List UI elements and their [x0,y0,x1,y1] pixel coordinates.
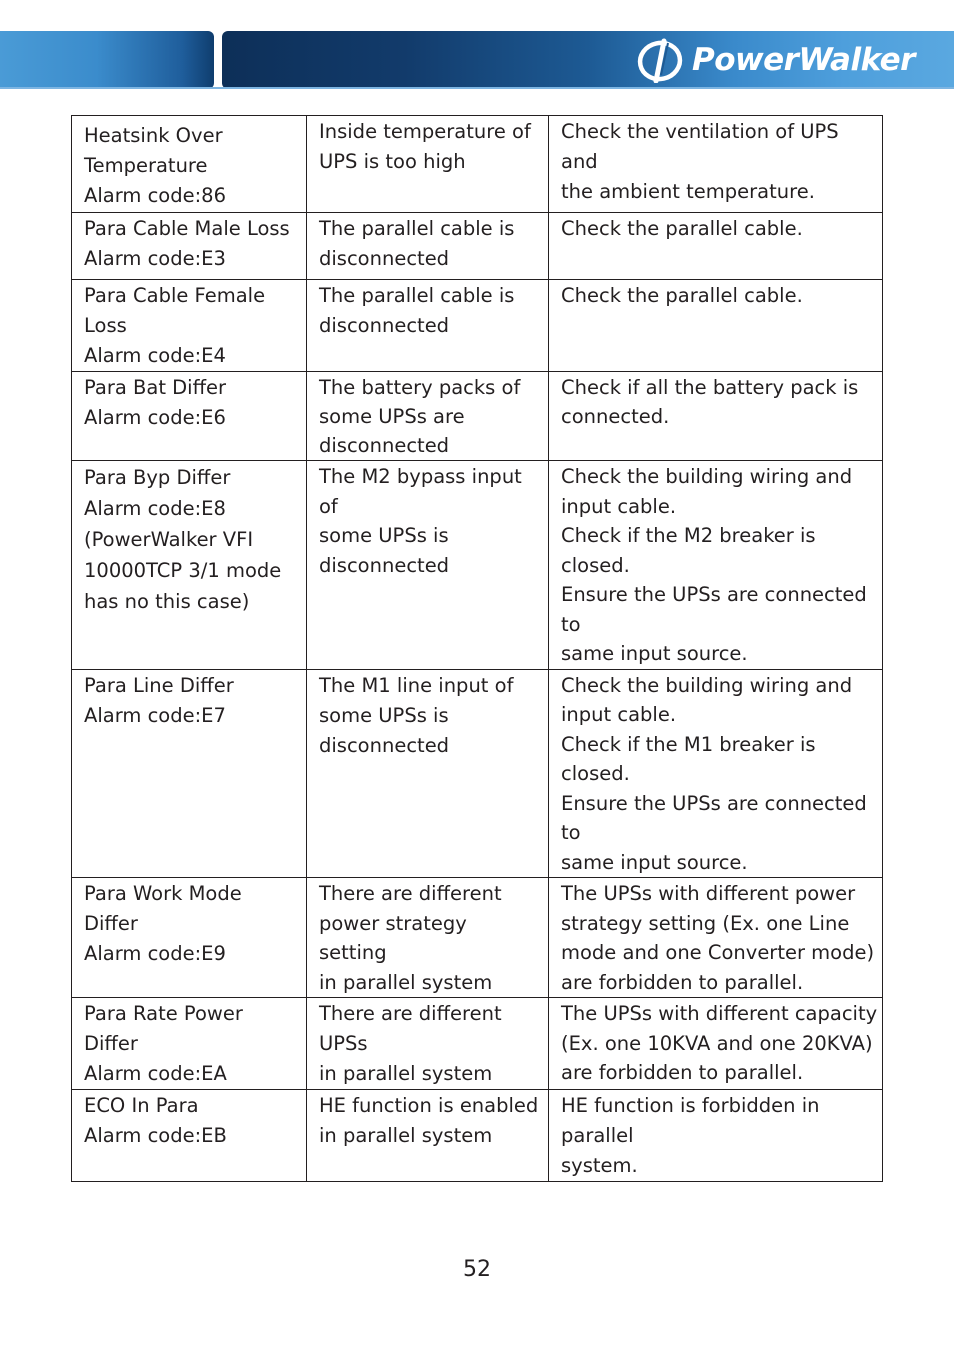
alarm-cell: Heatsink Over Temperature Alarm code:86 [72,116,307,213]
table-row [72,669,883,878]
brand-name: PowerWalker [692,42,915,78]
header-bar-left [0,31,214,89]
cause-cell: There are different power strategy setting in parallel system [307,878,549,998]
cause-cell: The M2 bypass input of some UPSs is disconnected [307,461,549,670]
alarm-cell: ECO In Para Alarm code:EB [72,1090,307,1182]
cause-cell: The parallel cable is disconnected [307,213,549,280]
solution-cell: Check the parallel cable. [549,280,883,372]
table-row [72,372,883,461]
header-underline [0,87,954,89]
page-header [0,31,954,89]
solution-cell: Check the parallel cable. [549,213,883,280]
cause-cell: The parallel cable is disconnected [307,280,549,372]
cause-cell: There are different UPSs in parallel system [307,998,549,1090]
table-row [72,280,883,372]
solution-cell: The UPSs with different power strategy setting (Ex. one Line mode and one Converter mode) are forbidden to parallel. [549,878,883,998]
alarm-cell: Para Cable Male Loss Alarm code:E3 [72,213,307,280]
solution-cell: HE function is forbidden in parallel system. [549,1090,883,1182]
table-row [72,998,883,1090]
cause-cell: HE function is enabled in parallel system [307,1090,549,1182]
cause-cell: The M1 line input of some UPSs is disconnected [307,669,549,878]
alarm-table [71,115,883,1182]
alarm-cell: Para Line Differ Alarm code:E7 [72,669,307,878]
alarm-cell: Para Bat Differ Alarm code:E6 [72,372,307,461]
table-row [72,1090,883,1182]
solution-cell: Check if all the battery pack is connected. [549,372,883,461]
solution-cell: Check the ventilation of UPS and the ambient temperature. [549,116,883,213]
alarm-cell: Para Cable Female Loss Alarm code:E4 [72,280,307,372]
alarm-cell: Para Byp Differ Alarm code:E8 (PowerWalker VFI 10000TCP 3/1 mode has no this case) [72,461,307,670]
table-row [72,461,883,670]
table-row [72,878,883,998]
solution-cell: Check the building wiring and input cable. Check if the M1 breaker is closed. Ensure the UPSs are connected to same input source. [549,669,883,878]
cause-cell: The battery packs of some UPSs are disconnected [307,372,549,461]
table-row [72,213,883,280]
header-bar-gap [214,31,222,89]
brand-logo [634,35,915,85]
alarm-cell: Para Work Mode Differ Alarm code:E9 [72,878,307,998]
table-row [72,116,883,213]
solution-cell: The UPSs with different capacity (Ex. one 10KVA and one 20KVA) are forbidden to parallel. [549,998,883,1090]
power-symbol-icon [634,37,688,83]
page-number: 52 [463,1257,491,1282]
alarm-cell: Para Rate Power Differ Alarm code:EA [72,998,307,1090]
solution-cell: Check the building wiring and input cable. Check if the M2 breaker is closed. Ensure the UPSs are connected to same input source. [549,461,883,670]
cause-cell: Inside temperature of UPS is too high [307,116,549,213]
